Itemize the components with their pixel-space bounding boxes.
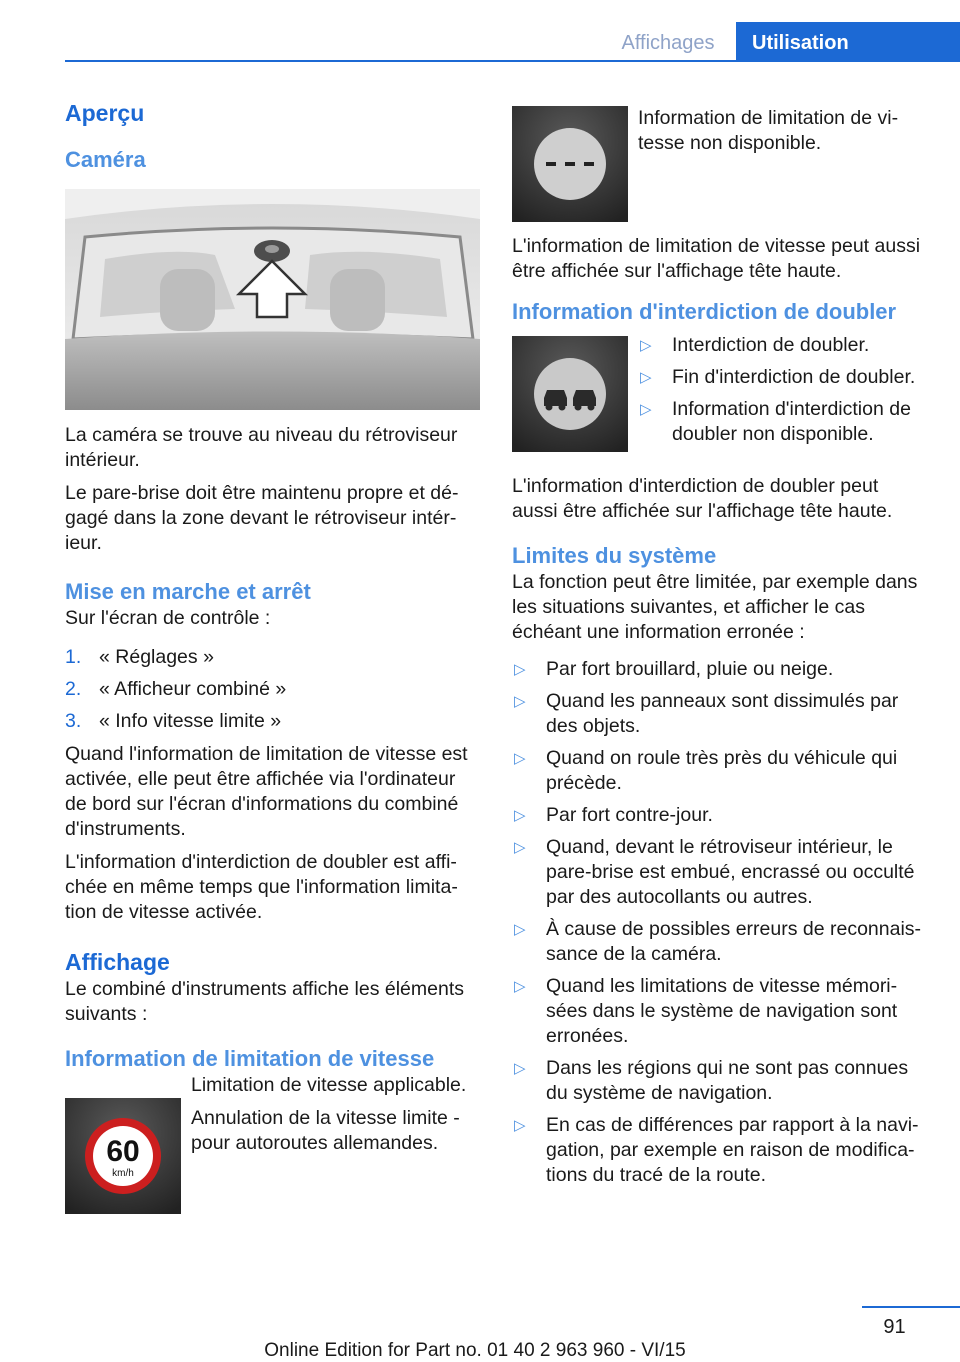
list-item — [512, 1056, 928, 1106]
list-item-text: Fin d'interdiction de doubler. — [672, 366, 916, 388]
list-item-text: Quand on roule très près du véhicule qui précède. — [546, 747, 898, 794]
footer-edition: Online Edition for Part no. 01 40 2 963 960 - VI/15 — [264, 1340, 686, 1361]
overtake-list — [638, 333, 928, 454]
step-number: 2. — [65, 678, 82, 700]
step-label: « Afficheur combiné » — [99, 678, 287, 700]
triangle-bullet-icon: ▷ — [514, 921, 526, 938]
list-item-text: Par fort contre-jour. — [546, 804, 713, 826]
header-tab-affichages[interactable]: Affichages — [621, 32, 715, 54]
camera-text-1: La caméra se trouve au niveau du rétroviseur intérieur. — [65, 424, 458, 471]
list-item — [512, 917, 928, 967]
section-title-camera: Caméra — [65, 147, 146, 172]
list-item-text: Dans les régions qui ne sont pas connues du système de navigation. — [546, 1057, 909, 1104]
limits-intro: La fonction peut être limitée, par exemple dans les situations suivantes, et afficher le cas échéant une information erronée : — [512, 571, 918, 643]
mise-text-1: Quand l'information de limitation de vitesse est activée, elle peut être affichée via l'ordinateur de bord sur l'écran d'informations du combiné d'instruments. — [65, 743, 468, 840]
list-item — [638, 397, 928, 447]
step-label: « Réglages » — [99, 646, 214, 668]
list-item — [512, 689, 928, 739]
mise-intro: Sur l'écran de contrôle : — [65, 607, 271, 629]
left-column — [65, 98, 480, 1214]
overtake-row — [512, 336, 928, 462]
list-item-text: À cause de possibles erreurs de reconnaissance de la caméra. — [546, 918, 922, 965]
triangle-bullet-icon: ▷ — [640, 369, 652, 386]
step-number: 3. — [65, 710, 82, 732]
header-tab-utilisation[interactable]: Utilisation — [736, 22, 960, 62]
list-item-text: Quand, devant le rétroviseur intérieur, le pare-brise est embué, encrassé ou occulté par des autocollants ou autres. — [546, 836, 915, 908]
hud-text-2: L'information d'interdiction de doubler peut aussi être affichée sur l'affichage tête haute. — [512, 475, 893, 522]
list-item — [638, 365, 928, 390]
limits-list — [512, 657, 928, 1188]
list-item — [638, 333, 928, 358]
sign-speed-unit: km/h — [112, 1168, 134, 1179]
list-item — [512, 974, 928, 1049]
triangle-bullet-icon: ▷ — [514, 693, 526, 710]
camera-location-photo — [65, 189, 480, 410]
list-item — [512, 835, 928, 910]
triangle-bullet-icon: ▷ — [514, 661, 526, 678]
speed-info-unavailable-sign-icon — [512, 106, 628, 222]
triangle-bullet-icon: ▷ — [514, 839, 526, 856]
speed-na-text: Information de limitation de vitesse non disponible. — [638, 107, 899, 154]
triangle-bullet-icon: ▷ — [640, 401, 652, 418]
list-item — [512, 657, 928, 682]
step-item — [65, 709, 480, 734]
page-number: 91 — [883, 1316, 906, 1338]
list-item-text: Quand les limitations de vitesse mémorisées dans le système de navigation sont erronées. — [546, 975, 898, 1047]
triangle-bullet-icon: ▷ — [514, 1060, 526, 1077]
right-column — [512, 106, 928, 1196]
step-label: « Info vitesse limite » — [99, 710, 282, 732]
list-item-text: Interdiction de doubler. — [672, 334, 870, 356]
list-item-text: Par fort brouillard, pluie ou neige. — [546, 658, 834, 680]
section-title-limits: Limites du système — [512, 543, 717, 568]
sign-speed-number: 60 — [106, 1135, 140, 1168]
list-item — [512, 1113, 928, 1188]
step-item — [65, 645, 480, 670]
section-title-limitation: Information de limitation de vitesse — [65, 1046, 435, 1071]
list-item — [512, 746, 928, 796]
section-title-overtake: Information d'interdiction de doubler — [512, 299, 897, 324]
triangle-bullet-icon: ▷ — [514, 750, 526, 767]
mise-text-2: L'information d'interdiction de doubler est affichée en même temps que l'information limitation de vitesse activée. — [65, 851, 458, 923]
list-item — [512, 803, 928, 828]
list-item-text: Quand les panneaux sont dissimulés par des objets. — [546, 690, 899, 737]
triangle-bullet-icon: ▷ — [514, 1117, 526, 1134]
limit-text-2: Annulation de la vitesse limite - pour autoroutes allemandes. — [191, 1107, 460, 1154]
list-item-text: En cas de différences par rapport à la navigation, par exemple en raison de modifications du tracé de la route. — [546, 1114, 919, 1186]
step-item — [65, 677, 480, 702]
footer-rule — [862, 1306, 960, 1308]
list-item-text: Information d'interdiction de doubler non disponible. — [672, 398, 911, 445]
triangle-bullet-icon: ▷ — [640, 337, 652, 354]
section-title-apercu: Aperçu — [65, 100, 145, 126]
steps-list — [65, 645, 480, 734]
triangle-bullet-icon: ▷ — [514, 978, 526, 995]
affichage-text: Le combiné d'instruments affiche les éléments suivants : — [65, 978, 464, 1025]
section-title-mise-en-marche: Mise en marche et arrêt — [65, 579, 311, 604]
section-title-affichage: Affichage — [65, 949, 170, 975]
camera-text-2: Le pare-brise doit être maintenu propre et dégagé dans la zone devant le rétroviseur intérieur. — [65, 482, 459, 554]
speed-limit-60-sign-icon — [65, 1098, 181, 1214]
step-number: 1. — [65, 646, 82, 668]
triangle-bullet-icon: ▷ — [514, 807, 526, 824]
speed-limit-descriptions — [191, 1073, 480, 1214]
limit-text-1: Limitation de vitesse applicable. — [191, 1074, 467, 1096]
hud-text-1: L'information de limitation de vitesse peut aussi être affichée sur l'affichage tête haute. — [512, 235, 921, 282]
speed-limit-row — [65, 1073, 480, 1214]
speed-na-row — [512, 106, 928, 222]
no-overtaking-sign-icon — [512, 336, 628, 452]
